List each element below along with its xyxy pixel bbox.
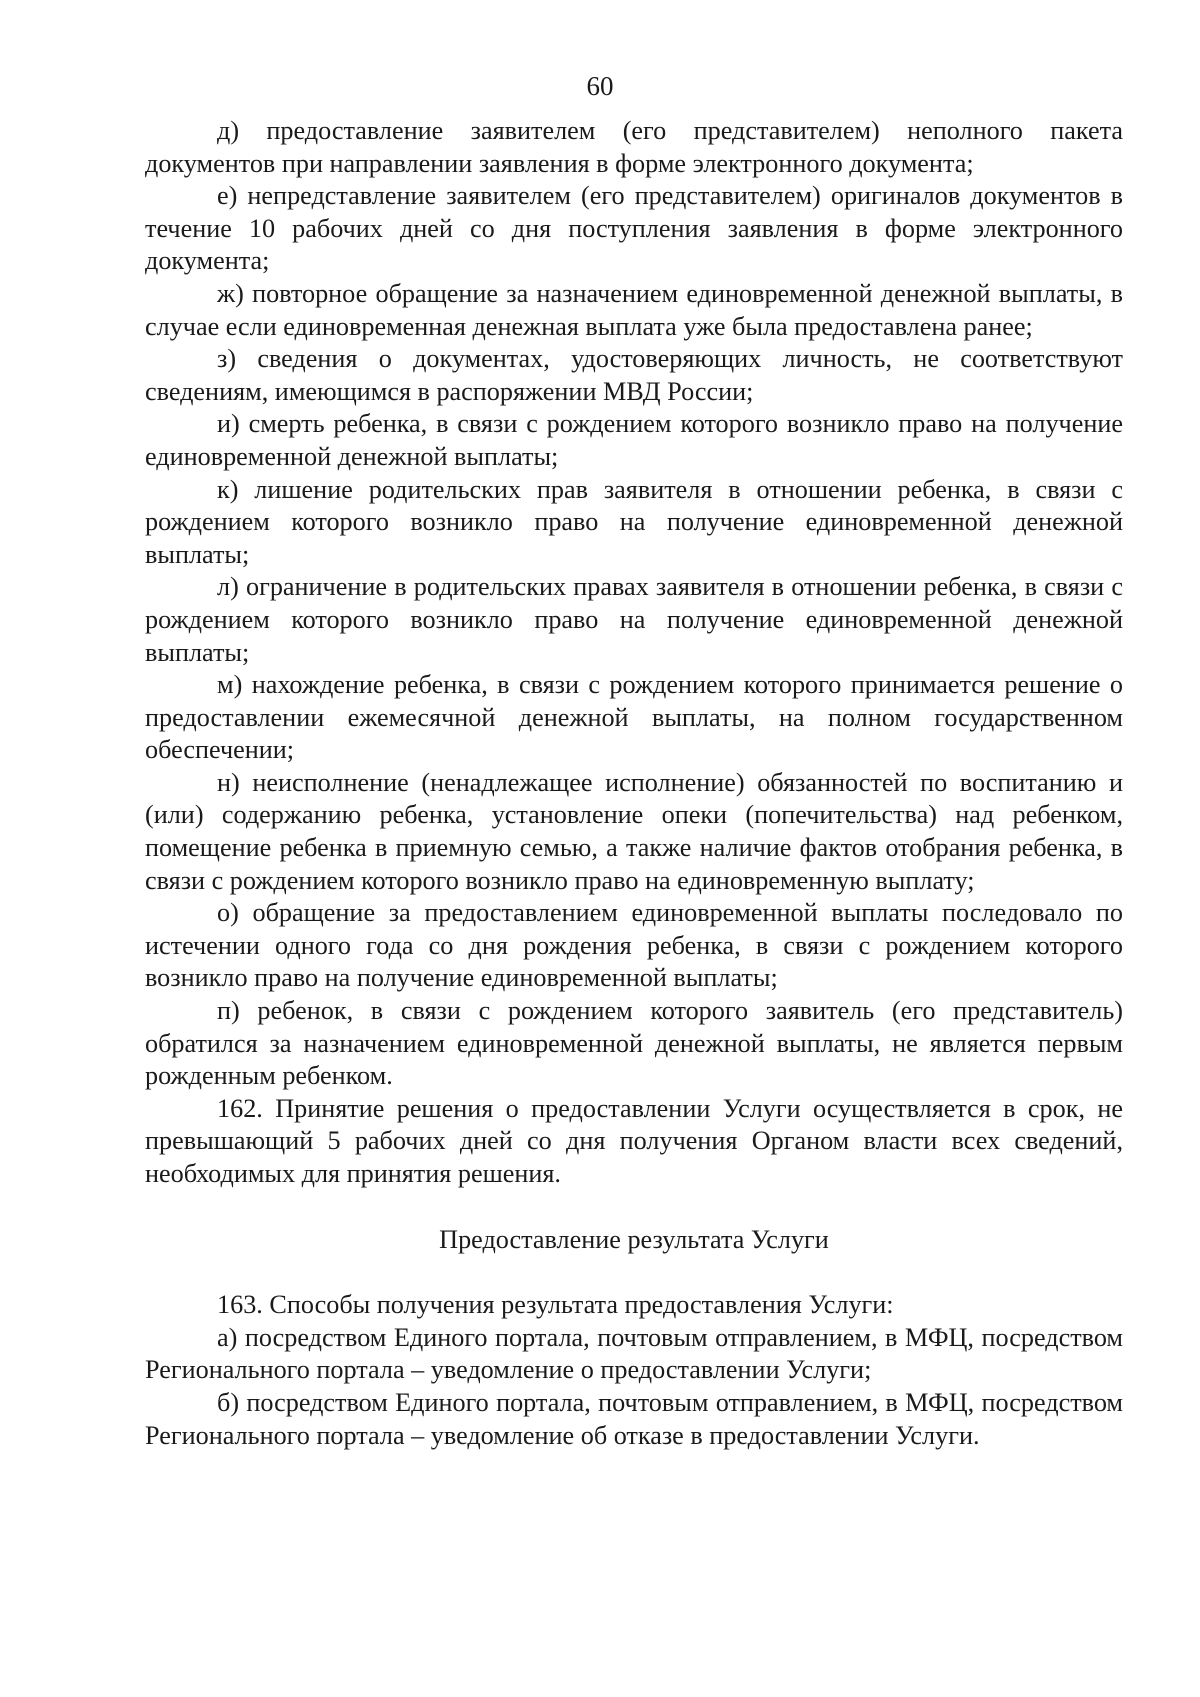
paragraph-o: о) обращение за предоставлением единовременной выплаты последовало по истечении одного года со дня рождения ребенка, в связи с рождением которого возникло право на получение единовременной выплаты;: [145, 898, 1123, 993]
section-heading: Предоставление результата Услуги: [439, 1224, 829, 1254]
paragraph-z: з) сведения о документах, удостоверяющих личность, не соответствуют сведениям, имеющимся в распоряжении МВД России;: [145, 344, 1123, 406]
paragraph-i: и) смерть ребенка, в связи с рождением которого возникло право на получение единовременной денежной выплаты;: [145, 409, 1123, 471]
paragraph-m: м) нахождение ребенка, в связи с рождением которого принимается решение о предоставлении ежемесячной денежной выплаты, на полном государственном обеспечении;: [145, 670, 1123, 765]
paragraph-n: н) неисполнение (ненадлежащее исполнение) обязанностей по воспитанию и (или) содержанию ребенка, установление опеки (попечительства) над ребенком, помещение ребенка в приемную семью, а также наличие фактов отобрания ребенка, в связи с рождением которого возникло право на единовременную выплату;: [145, 767, 1123, 895]
document-body: [145, 115, 1123, 1452]
paragraph-k: к) лишение родительских прав заявителя в отношении ребенка, в связи с рождением которого возникло право на получение единовременной денежной выплаты;: [145, 474, 1123, 569]
paragraph-l: л) ограничение в родительских правах заявителя в отношении ребенка, в связи с рождением которого возникло право на получение единовременной денежной выплаты;: [145, 572, 1123, 667]
paragraph-162: 162. Принятие решения о предоставлении Услуги осуществляется в срок, не превышающий 5 рабочих дней со дня получения Органом власти всех сведений, необходимых для принятия решения.: [145, 1093, 1123, 1188]
paragraph-b: б) посредством Единого портала, почтовым отправлением, в МФЦ, посредством Регионального портала – уведомление об отказе в предоставлении Услуги.: [145, 1387, 1123, 1450]
paragraph-163: 163. Способы получения результата предоставления Услуги:: [217, 1290, 894, 1320]
page-number: 60: [586, 71, 614, 101]
paragraph-d: д) предоставление заявителем (его представителем) неполного пакета документов при направлении заявления в форме электронного документа;: [145, 116, 1123, 178]
paragraph-e: е) непредставление заявителем (его представителем) оригиналов документов в течение 10 рабочих дней со дня поступления заявления в форме электронного документа;: [145, 181, 1123, 276]
paragraph-zh: ж) повторное обращение за назначением единовременной денежной выплаты, в случае если единовременная денежная выплата уже была предоставлена ранее;: [145, 278, 1123, 341]
paragraph-a: а) посредством Единого портала, почтовым отправлением, в МФЦ, посредством Регионального портала – уведомление о предоставлении Услуги;: [145, 1322, 1123, 1385]
spacer: [145, 1191, 1123, 1224]
paragraph-p: п) ребенок, в связи с рождением которого заявитель (его представитель) обратился за назначением единовременной денежной выплаты, не является первым рожденным ребенком.: [145, 996, 1123, 1091]
spacer: [145, 1256, 1123, 1289]
